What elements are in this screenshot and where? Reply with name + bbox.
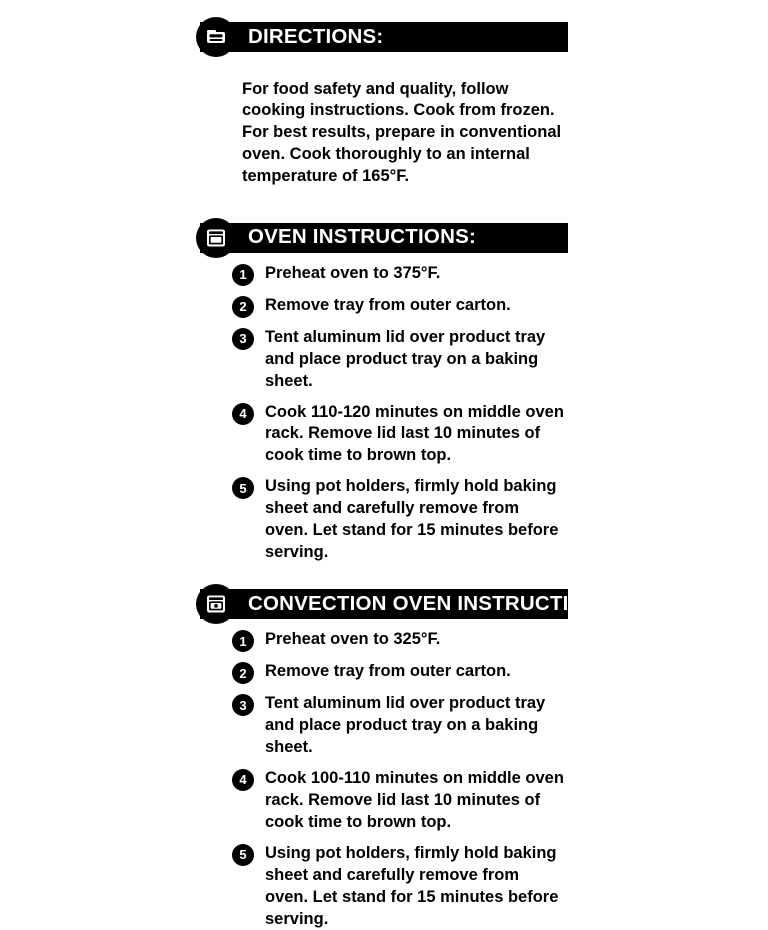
convection-title: CONVECTION OVEN INSTRUCTIONS: xyxy=(248,591,621,615)
list-item xyxy=(232,629,568,652)
step-number: 1 xyxy=(232,264,254,286)
convection-steps xyxy=(196,629,568,930)
step-number: 4 xyxy=(232,769,254,791)
directions-body: For food safety and quality, follow cooking instructions. Cook from frozen. For best results, prepare in conventional oven. Cook thoroughly to an internal temperature of 165°F. xyxy=(242,79,562,186)
convection-oven-icon xyxy=(196,584,236,624)
step-number: 1 xyxy=(232,630,254,652)
step-number: 4 xyxy=(232,403,254,425)
step-number: 2 xyxy=(232,662,254,684)
step-text: Cook 100-110 minutes on middle oven rack. Remove lid last 10 minutes of cook time to brown top. xyxy=(265,768,564,831)
step-text: Cook 110-120 minutes on middle oven rack. Remove lid last 10 minutes of cook time to brown top. xyxy=(265,402,564,465)
list-item xyxy=(232,693,568,759)
list-item xyxy=(232,768,568,834)
convection-section xyxy=(196,589,621,930)
step-number: 5 xyxy=(232,477,254,499)
list-item xyxy=(232,476,568,564)
step-number: 3 xyxy=(232,694,254,716)
list-item xyxy=(232,295,568,318)
step-text: Using pot holders, firmly hold baking sheet and carefully remove from oven. Let stand for 15 minutes before serving. xyxy=(265,843,559,928)
list-item xyxy=(232,402,568,468)
step-text: Tent aluminum lid over product tray and place product tray on a baking sheet. xyxy=(265,694,546,756)
directions-title: DIRECTIONS: xyxy=(248,24,384,48)
step-number: 2 xyxy=(232,296,254,318)
tray-icon xyxy=(196,17,236,57)
oven-steps xyxy=(196,263,568,564)
oven-section xyxy=(196,223,568,564)
list-item xyxy=(232,263,568,286)
list-item xyxy=(232,661,568,684)
list-item xyxy=(232,327,568,393)
oven-icon xyxy=(196,218,236,258)
step-text: Preheat oven to 325°F. xyxy=(265,630,441,649)
step-text: Remove tray from outer carton. xyxy=(265,662,511,681)
step-number: 3 xyxy=(232,328,254,350)
step-text: Remove tray from outer carton. xyxy=(265,295,511,314)
directions-section xyxy=(196,22,568,188)
oven-header-bar xyxy=(200,223,568,253)
convection-header-bar xyxy=(200,589,621,619)
step-number: 5 xyxy=(232,844,254,866)
step-text: Preheat oven to 375°F. xyxy=(265,263,441,282)
directions-header-bar xyxy=(200,22,568,52)
step-text: Using pot holders, firmly hold baking sheet and carefully remove from oven. Let stand for 15 minutes before serving. xyxy=(265,477,559,562)
step-text: Tent aluminum lid over product tray and place product tray on a baking sheet. xyxy=(265,327,546,390)
list-item xyxy=(232,843,568,930)
oven-title: OVEN INSTRUCTIONS: xyxy=(248,225,476,249)
